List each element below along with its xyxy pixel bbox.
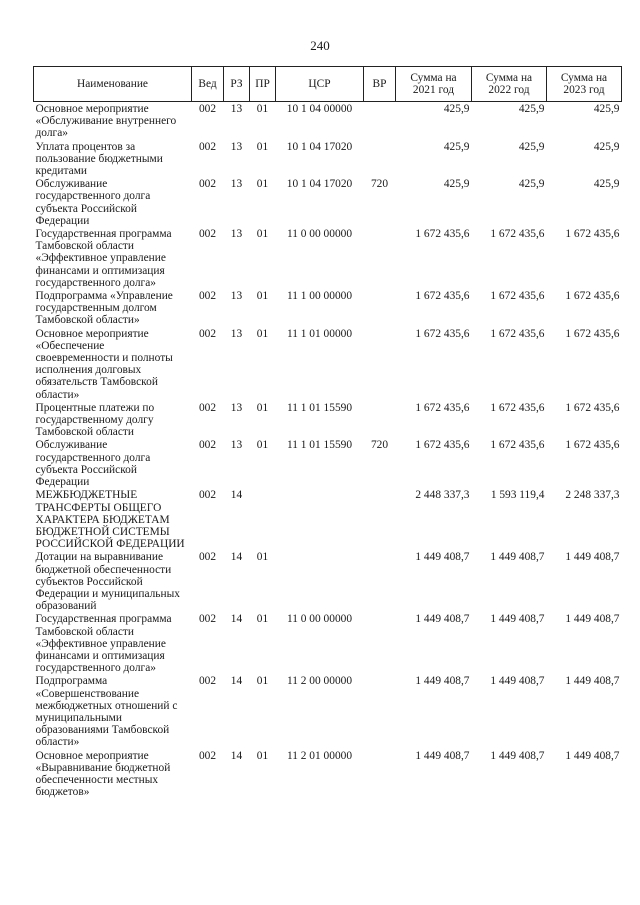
cell-sum-2022: 425,9 bbox=[518, 178, 545, 191]
cell-csr: 11 1 01 15590 bbox=[286, 401, 353, 414]
cell-ved: 002 bbox=[198, 327, 217, 340]
cell-sum-2023: 1 672 435,6 bbox=[565, 290, 620, 303]
cell-sum-2023: 1 449 408,7 bbox=[565, 675, 620, 688]
cell-sum-2021: 1 449 408,7 bbox=[415, 613, 470, 626]
cell-sum-2021: 1 672 435,6 bbox=[415, 327, 470, 340]
cell-ved: 002 bbox=[198, 489, 217, 502]
cell-pr bbox=[250, 488, 276, 550]
cell-csr: 10 1 04 17020 bbox=[286, 178, 353, 191]
table-row bbox=[34, 488, 622, 550]
cell-sum-2021: 425,9 bbox=[443, 103, 470, 115]
cell-pr: 01 bbox=[256, 290, 269, 303]
cell-name: Подпрограмма «Управление государственным долгом Тамбовской области» bbox=[35, 290, 173, 327]
cell-rz: 13 bbox=[230, 439, 243, 452]
cell-sum-2021: 1 672 435,6 bbox=[415, 439, 470, 452]
cell-pr: 01 bbox=[256, 228, 269, 241]
table-row bbox=[34, 140, 622, 178]
cell-rz: 13 bbox=[230, 103, 243, 115]
cell-sum-2023: 1 449 408,7 bbox=[565, 551, 620, 564]
cell-vr bbox=[364, 612, 396, 674]
cell-vr bbox=[364, 749, 396, 799]
cell-csr: 10 1 04 00000 bbox=[286, 103, 353, 115]
cell-ved: 002 bbox=[198, 749, 217, 762]
cell-ved: 002 bbox=[198, 103, 217, 115]
table-row bbox=[34, 227, 622, 289]
cell-vr bbox=[364, 227, 396, 289]
cell-sum-2023: 425,9 bbox=[593, 178, 620, 191]
cell-rz: 13 bbox=[230, 327, 243, 340]
cell-sum-2022: 1 672 435,6 bbox=[490, 439, 545, 452]
cell-sum-2021: 1 449 408,7 bbox=[415, 749, 470, 762]
cell-ved: 002 bbox=[198, 401, 217, 414]
header-csr: ЦСР bbox=[276, 67, 364, 102]
cell-vr bbox=[364, 102, 396, 140]
cell-sum-2021: 2 448 337,3 bbox=[415, 489, 470, 502]
cell-sum-2022: 425,9 bbox=[518, 140, 545, 153]
cell-sum-2022: 1 672 435,6 bbox=[490, 228, 545, 241]
cell-sum-2022: 1 672 435,6 bbox=[490, 290, 545, 303]
cell-pr: 01 bbox=[256, 327, 269, 340]
cell-vr bbox=[364, 140, 396, 178]
cell-pr: 01 bbox=[256, 613, 269, 626]
cell-pr: 01 bbox=[256, 401, 269, 414]
table-row bbox=[34, 327, 622, 401]
cell-csr bbox=[276, 488, 364, 550]
cell-sum-2022: 1 449 408,7 bbox=[490, 675, 545, 688]
budget-table bbox=[33, 66, 622, 798]
cell-sum-2023: 425,9 bbox=[593, 140, 620, 153]
cell-pr: 01 bbox=[256, 439, 269, 452]
cell-name: Основное мероприятие «Обеспечение своевременности и полноты исполнения долговых обязательств Тамбовской области» bbox=[35, 327, 173, 401]
cell-name: Основное мероприятие «Выравнивание бюджетной обеспеченности местных бюджетов» bbox=[35, 749, 171, 799]
cell-name: МЕЖБЮДЖЕТНЫЕ ТРАНСФЕРТЫ ОБЩЕГО ХАРАКТЕРА БЮДЖЕТАМ БЮДЖЕТНОЙ СИСТЕМЫ РОССИЙСКОЙ ФЕДЕРАЦИИ bbox=[35, 489, 185, 551]
cell-sum-2021: 425,9 bbox=[443, 140, 470, 153]
cell-sum-2023: 1 672 435,6 bbox=[565, 228, 620, 241]
cell-rz: 13 bbox=[230, 178, 243, 191]
cell-sum-2023: 2 248 337,3 bbox=[565, 489, 620, 502]
header-pr: ПР bbox=[250, 67, 276, 102]
cell-sum-2023: 1 449 408,7 bbox=[565, 749, 620, 762]
cell-ved: 002 bbox=[198, 290, 217, 303]
header-rz: РЗ bbox=[224, 67, 250, 102]
cell-ved: 002 bbox=[198, 178, 217, 191]
table-row bbox=[34, 674, 622, 748]
cell-sum-2023: 425,9 bbox=[593, 103, 620, 115]
cell-name: Обслуживание государственного долга субъекта Российской Федерации bbox=[35, 439, 151, 489]
cell-pr: 01 bbox=[256, 140, 269, 153]
cell-csr: 11 2 00 00000 bbox=[286, 675, 353, 688]
cell-vr bbox=[364, 550, 396, 612]
cell-rz: 13 bbox=[230, 140, 243, 153]
cell-csr: 11 1 01 15590 bbox=[286, 439, 353, 452]
cell-sum-2021: 1 672 435,6 bbox=[415, 401, 470, 414]
cell-pr: 01 bbox=[256, 178, 269, 191]
cell-rz: 14 bbox=[230, 675, 243, 688]
cell-rz: 13 bbox=[230, 401, 243, 414]
cell-csr: 11 1 01 00000 bbox=[286, 327, 353, 340]
cell-pr: 01 bbox=[256, 103, 269, 115]
cell-sum-2021: 1 672 435,6 bbox=[415, 290, 470, 303]
cell-name: Дотации на выравнивание бюджетной обеспеченности субъектов Российской Федерации и муниципальных образований bbox=[35, 551, 180, 613]
cell-name: Подпрограмма «Совершенствование межбюджетных отношений с муниципальными образованиями Тамбовской области» bbox=[35, 675, 178, 749]
cell-name: Процентные платежи по государственному долгу Тамбовской области bbox=[35, 401, 155, 439]
cell-rz: 13 bbox=[230, 228, 243, 241]
header-name: Наименование bbox=[34, 67, 192, 102]
header-sum-2023: Сумма на 2023 год bbox=[547, 67, 622, 102]
cell-rz: 13 bbox=[230, 290, 243, 303]
header-ved: Вед bbox=[192, 67, 224, 102]
table-row bbox=[34, 438, 622, 488]
table-row bbox=[34, 289, 622, 327]
cell-sum-2022: 1 449 408,7 bbox=[490, 749, 545, 762]
cell-vr bbox=[364, 674, 396, 748]
cell-sum-2023: 1 672 435,6 bbox=[565, 439, 620, 452]
cell-csr: 11 2 01 00000 bbox=[286, 749, 353, 762]
table-row bbox=[34, 550, 622, 612]
cell-vr bbox=[364, 289, 396, 327]
cell-sum-2021: 1 449 408,7 bbox=[415, 675, 470, 688]
table-row bbox=[34, 177, 622, 227]
header-sum-2021: Сумма на 2021 год bbox=[396, 67, 472, 102]
cell-sum-2021: 425,9 bbox=[443, 178, 470, 191]
cell-rz: 14 bbox=[230, 551, 243, 564]
table-row bbox=[34, 102, 622, 140]
cell-name: Основное мероприятие «Обслуживание внутреннего долга» bbox=[35, 103, 177, 140]
cell-csr bbox=[276, 550, 364, 612]
cell-sum-2023: 1 449 408,7 bbox=[565, 613, 620, 626]
cell-pr: 01 bbox=[256, 551, 269, 564]
header-vr: ВР bbox=[364, 67, 396, 102]
cell-vr bbox=[364, 401, 396, 439]
table-row bbox=[34, 612, 622, 674]
cell-sum-2022: 425,9 bbox=[518, 103, 545, 115]
cell-sum-2023: 1 672 435,6 bbox=[565, 327, 620, 340]
cell-vr: 720 bbox=[370, 178, 389, 191]
cell-csr: 11 0 00 00000 bbox=[286, 228, 353, 241]
cell-ved: 002 bbox=[198, 140, 217, 153]
cell-csr: 11 0 00 00000 bbox=[286, 613, 353, 626]
table-header-row bbox=[34, 67, 622, 102]
cell-pr: 01 bbox=[256, 749, 269, 762]
cell-ved: 002 bbox=[198, 551, 217, 564]
cell-sum-2022: 1 672 435,6 bbox=[490, 401, 545, 414]
cell-ved: 002 bbox=[198, 675, 217, 688]
cell-name: Государственная программа Тамбовской области «Эффективное управление финансами и оптимизация государственного долга» bbox=[35, 228, 172, 289]
cell-sum-2022: 1 672 435,6 bbox=[490, 327, 545, 340]
header-sum-2022: Сумма на 2022 год bbox=[472, 67, 547, 102]
cell-rz: 14 bbox=[230, 613, 243, 626]
cell-rz: 14 bbox=[230, 749, 243, 762]
cell-ved: 002 bbox=[198, 439, 217, 452]
cell-sum-2022: 1 449 408,7 bbox=[490, 551, 545, 564]
cell-sum-2022: 1 449 408,7 bbox=[490, 613, 545, 626]
cell-name: Уплата процентов за пользование бюджетными кредитами bbox=[35, 140, 163, 178]
cell-rz: 14 bbox=[230, 489, 243, 502]
page-number: 240 bbox=[310, 38, 330, 53]
cell-vr: 720 bbox=[370, 439, 389, 452]
table-row bbox=[34, 749, 622, 799]
cell-name: Обслуживание государственного долга субъекта Российской Федерации bbox=[35, 178, 151, 227]
cell-sum-2023: 1 672 435,6 bbox=[565, 401, 620, 414]
cell-csr: 11 1 00 00000 bbox=[286, 290, 353, 303]
cell-ved: 002 bbox=[198, 613, 217, 626]
cell-sum-2022: 1 593 119,4 bbox=[490, 489, 545, 502]
cell-sum-2021: 1 672 435,6 bbox=[415, 228, 470, 241]
table-body bbox=[34, 102, 622, 799]
table-row bbox=[34, 401, 622, 439]
cell-vr bbox=[364, 327, 396, 401]
cell-csr: 10 1 04 17020 bbox=[286, 140, 353, 153]
cell-sum-2021: 1 449 408,7 bbox=[415, 551, 470, 564]
cell-ved: 002 bbox=[198, 228, 217, 241]
cell-pr: 01 bbox=[256, 675, 269, 688]
cell-name: Государственная программа Тамбовской области «Эффективное управление финансами и оптимизация государственного долга» bbox=[35, 613, 172, 675]
cell-vr bbox=[364, 488, 396, 550]
